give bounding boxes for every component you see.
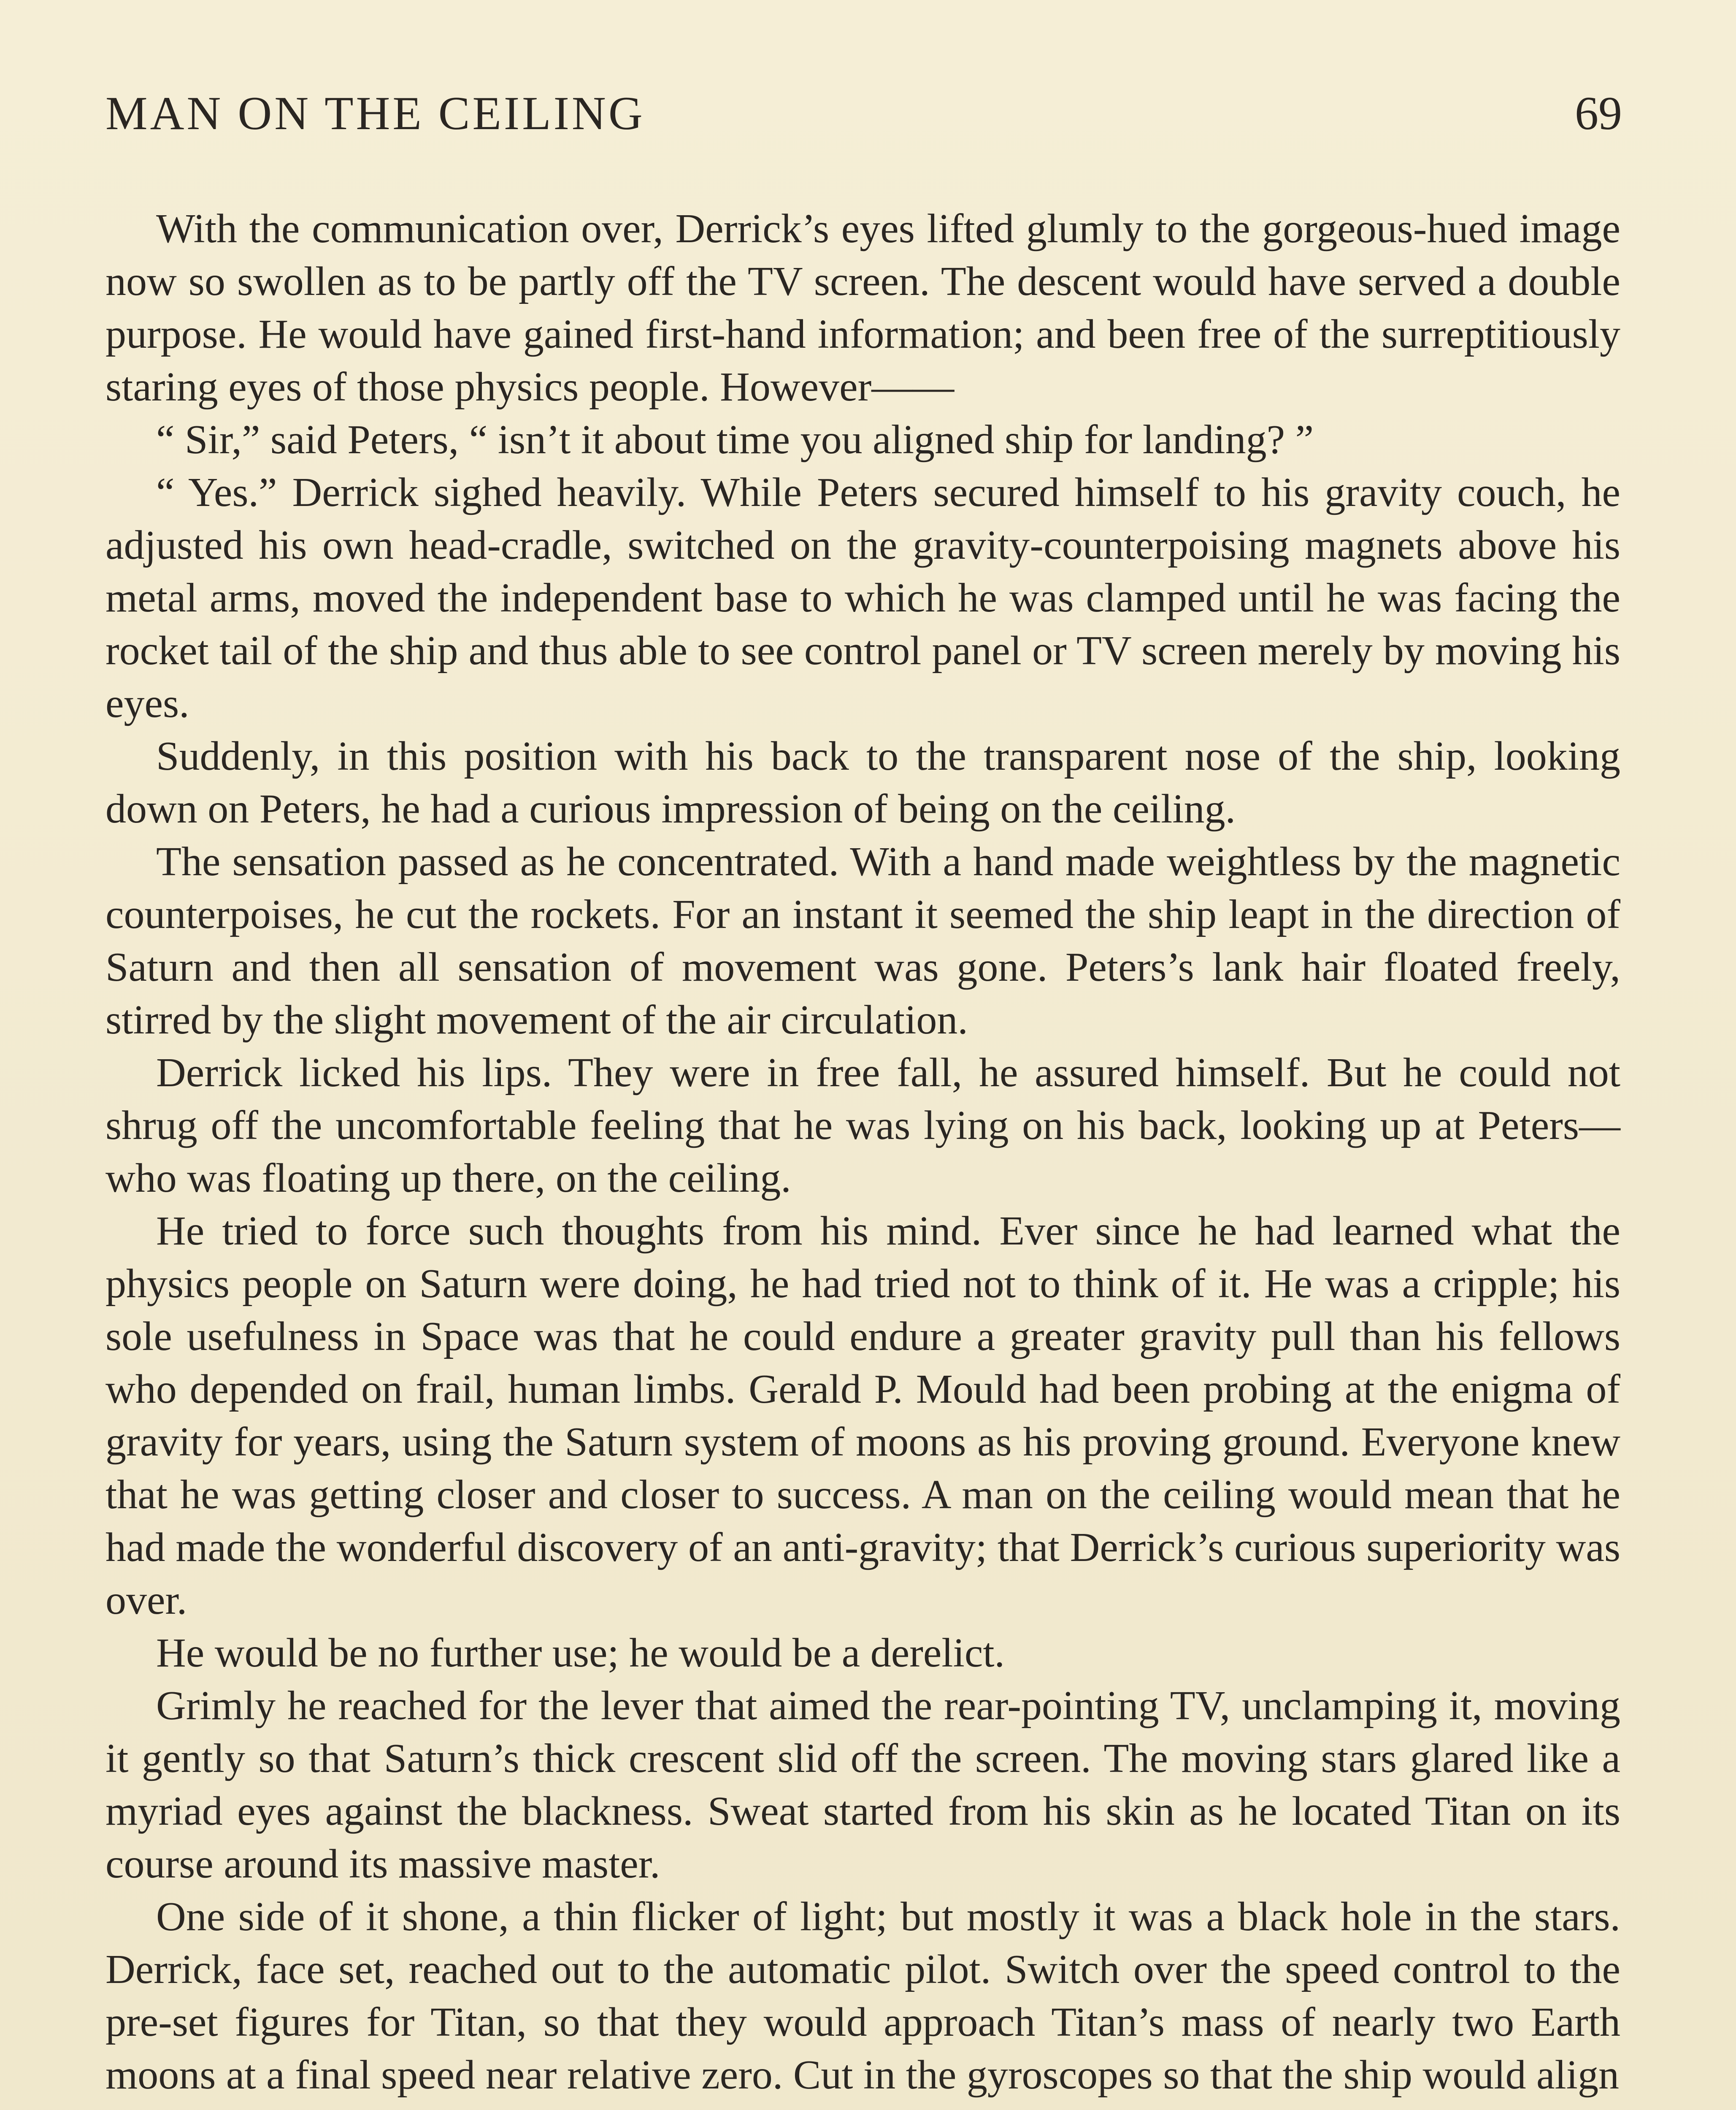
- paragraph: “ Yes.” Derrick sighed heavily. While Peters secured himself to his gravity couch, he adjusted his own head-cradle, switched on the gravity-counterpoising magnets above his metal arms, moved the independent base to which he was clamped until he was facing the rocket tail of the ship and thus able to see control panel or TV screen merely by moving his eyes.: [105, 470, 1620, 726]
- paragraph: He tried to force such thoughts from his mind. Ever since he had learned what the physics people on Saturn were doing, he had tried not to think of it. He was a cripple; his sole usefulness in Space was that he could endure a greater gravity pull than his fellows who depended on frail, human limbs. Gerald P. Mould had been probing at the enigma of gravity for years, using the Saturn system of moons as his proving ground. Everyone knew that he was getting closer and closer to success. A man on the ceiling would mean that he had made the wonderful discovery of an anti-gravity; that Derrick’s curious superiority was over.: [105, 1208, 1620, 1623]
- paragraph: He would be no further use; he would be a derelict.: [156, 1630, 1005, 1676]
- paragraph: One side of it shone, a thin flicker of light; but mostly it was a black hole in the stars. Derrick, face set, reached out to the automatic pilot. Switch over the speed control to the pre-set figures for Titan, so that they would approach Titan’s mass of nearly two Earth moons at a final speed near relative zero. Cut in the gyroscopes so that the ship would align: [105, 1894, 1620, 2098]
- page-number: 69: [1575, 87, 1622, 140]
- page-header: [105, 87, 1622, 154]
- paragraph: With the communication over, Derrick’s eyes lifted glumly to the gorgeous-hued image now so swollen as to be partly off the TV screen. The descent would have served a double purpose. He would have gained first-hand information; and been free of the surreptitiously staring eyes of those physics people. However——: [105, 206, 1620, 410]
- paragraph: Suddenly, in this position with his back to the transparent nose of the ship, looking down on Peters, he had a curious impression of being on the ceiling.: [105, 733, 1620, 832]
- paragraph: Grimly he reached for the lever that aimed the rear-pointing TV, unclamping it, moving it gently so that Saturn’s thick crescent slid off the screen. The moving stars glared like a myriad eyes against the blackness. Sweat started from his skin as he located Titan on its course around its massive master.: [105, 1683, 1620, 1887]
- paragraph: The sensation passed as he concentrated. With a hand made weightless by the magnetic counterpoises, he cut the rockets. For an instant it seemed the ship leapt in the direction of Saturn and then all sensation of movement was gone. Peters’s lank hair floated freely, stirred by the slight movement of the air circulation.: [105, 839, 1620, 1043]
- paragraph: Derrick licked his lips. They were in free fall, he assured himself. But he could not shrug off the uncomfortable feeling that he was lying on his back, looking up at Peters—who was floating up there, on the ceiling.: [105, 1050, 1620, 1201]
- running-title: MAN ON THE CEILING: [105, 87, 645, 140]
- paragraph: “ Sir,” said Peters, “ isn’t it about time you aligned ship for landing? ”: [156, 417, 1314, 463]
- body-text: [105, 203, 1620, 2102]
